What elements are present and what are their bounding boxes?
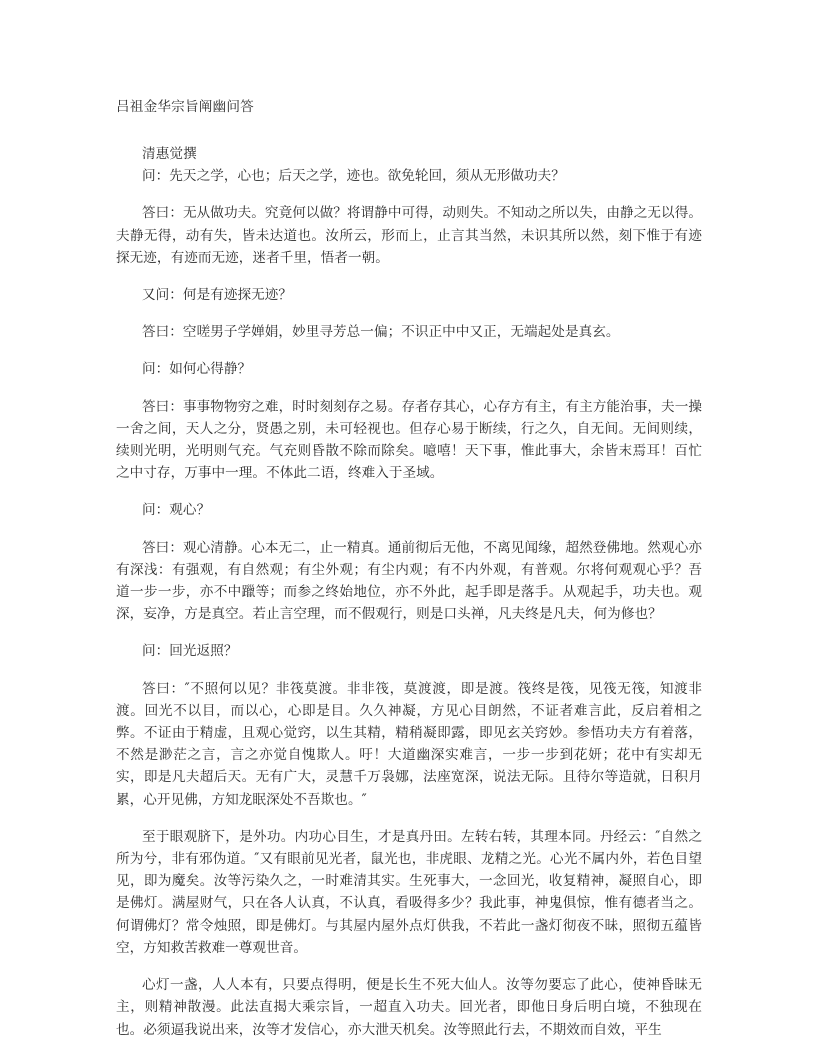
paragraph-gap [116, 484, 702, 499]
question-block-3: 问：如何心得静？ [142, 361, 252, 378]
answer-block-1: 答曰：无从做功夫。究竟何以做？将谓静中可得，动则失。不知动之所以失，由静之无以得。夫静无得，动有失，皆未达道也。汝所云，形而上，止言其当然，未识其所以然，刻下惟于有迹探无迹，有迹而无迹，迷者千里，悟者一朝。 [116, 205, 702, 266]
paragraph-block-6: 至于眼观脐下，是外功。内功心目生，才是真丹田。左转右转，其理本同。丹经云：″自然之所为兮，非有邪伪道。″又有眼前见光者，鼠光也，非虎眼、龙精之光。心光不属内外，若色目望见，即为魔矣。汝等污染久之，一时难清其实。生死事大，一念回光，收复精神，凝照自心，即是佛灯。满屋财气，只在各人认真，不认真，看吸得多少？我此事，神鬼俱惊，惟有德者当之。何谓佛灯？常令烛照，即是佛灯。与其屋内屋外点灯供我，不若此一盏灯彻夜不昧，照彻五蕴皆空，方知救苦救难一尊观世音。 [116, 828, 702, 956]
question-block-1: 问：先天之学，心也；后天之学，迹也。欲免轮回，须从无形做功夫？ [142, 168, 565, 185]
answer-block-2: 答曰：空嗟男子学婵娟，妙里寻芳总一偏；不识正中中又正，无端起处是真玄。 [142, 324, 620, 341]
question-block-4: 问：观心？ [142, 502, 211, 519]
document-body [116, 96, 702, 1041]
paragraph-gap [116, 522, 702, 537]
paragraph-gap [116, 663, 702, 678]
answer-block-4: 答曰：观心清静。心本无二，止一精真。通前彻后无他，不离见闻缘，超然登佛地。然观心亦有深浅：有强观，有自然观；有尘外观；有尘内观；有不内外观，有普观。尔将何观观心乎？吾道一步一步，亦不中躐等；而参之终始地位，亦不外此，起手即是落手。从观起手，功夫也。观深，妄净，方是真空。若止言空理，而不假观行，则是口头禅，凡夫终是凡夫，何为修也？ [116, 539, 702, 623]
paragraph-gap [116, 306, 702, 321]
paragraph-gap [116, 381, 702, 396]
paragraph-gap [116, 187, 702, 202]
question-block-5: 问：回光返照？ [142, 643, 238, 660]
author-byline: 清惠觉撰 [142, 146, 197, 162]
answer-block-5: 答曰：″不照何以见？非筏莫渡。非非筏，莫渡渡，即是渡。筏终是筏，见筏无筏，知渡非渡。回光不以目，而以心，心即是目。久久神凝，方见心目朗然，不证者难言此，反启着相之弊。不证由于精虚，且观心觉窍，以生其精，精稍凝即露，即见玄关窍妙。参悟功夫方有着落，不然是渺茫之言，言之亦觉自愧欺人。吁！大道幽深实难言，一步一步到花妍；花中有实却无实，即是凡夫超后天。无有广大，灵慧千万袅娜，法座宽深，说法无际。且待尔等造就，日积月累，心开见佛，方知龙眠深处不吾欺也。″ [116, 680, 702, 808]
question-block-2: 又问：何是有迹探无迹？ [142, 287, 293, 304]
paragraph-gap [116, 269, 702, 284]
paragraph-gap [116, 343, 702, 358]
paragraph-gap [116, 625, 702, 640]
paragraph-gap [116, 959, 702, 974]
paragraph-block-7: 心灯一盏，人人本有，只要点得明，便是长生不死大仙人。汝等勿要忘了此心，使神昏昧无主，则精神散漫。此法直揭大乘宗旨，一超直入功夫。回光者，即他日身后明白境，不独现在也。必须逼我说出来，汝等才发信心，亦大泄天机矣。汝等照此行去，不期效而自效，平生 [116, 977, 702, 1038]
paragraph-gap [116, 811, 702, 826]
answer-block-3: 答曰：事事物物穷之难，时时刻刻存之易。存者存其心，心存方有主，有主方能治事，夫一操一舍之间，天人之分，贤愚之别，未可轻视也。但存心易于断续，行之久，自无间。无间则续，续则光明，光明则气充。气充则昏散不除而除矣。噫嘻！天下事，惟此事大，余皆末焉耳！百忙之中寸存，万事中一理。不体此二语，终难入于圣域。 [116, 398, 702, 482]
page-title: 吕祖金华宗旨阐幽问答 [116, 99, 254, 115]
